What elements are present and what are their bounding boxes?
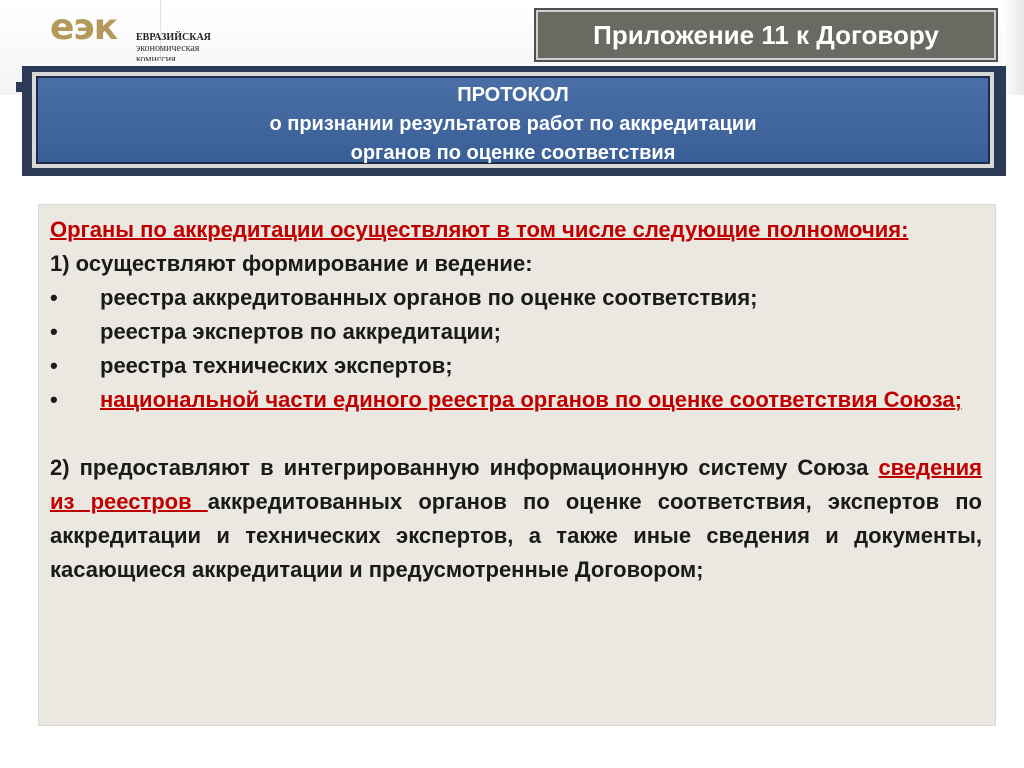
logo-line-2: экономическая [136,43,200,54]
item-2-paragraph [50,451,982,587]
intro-text: Органы по аккредитации осуществляют в том числе следующие полномочия: [50,217,909,242]
item-2-part-1: 2) предоставляют в интегрированную информационную систему Союза [50,455,879,480]
title-line-2: о признании результатов работ по аккредитации [269,113,757,135]
bullet-glyph: • [50,353,58,378]
intro-paragraph [50,213,982,247]
logo-line-1: ЕВРАЗИЙСКАЯ [136,32,211,43]
bullet-glyph: • [50,387,58,412]
bullet-text-highlighted: национальной части единого реестра органов по оценке соответствия Союза; [100,387,962,412]
eec-logo [50,8,230,64]
bullet-text: реестра аккредитованных органов по оценке соответствия; [100,285,758,310]
item-2-part-2: аккредитованных органов по оценке соответствия, экспертов по аккредитации и технических экспертов, а также иные сведения и документы, касающиеся аккредитации и предусмотренные Договором; [50,489,982,582]
bullet-glyph: • [50,285,58,310]
bullet-item [50,281,982,315]
bullet-item [50,315,982,349]
bullet-item [50,349,982,383]
bullet-text: реестра технических экспертов; [100,353,453,378]
logo-mark: еэк [50,7,118,48]
bullet-item [50,383,982,417]
bullet-text: реестра экспертов по аккредитации; [100,319,501,344]
title-banner [32,72,994,168]
appendix-label: Приложение 11 к Договору [593,19,939,50]
paragraph-spacer [50,417,982,451]
title-line-3: органов по оценке соответствия [350,142,676,164]
content-text [50,213,982,587]
item-1-heading: 1) осуществляют формирование и ведение: [50,251,533,276]
appendix-label-box [536,10,996,60]
logo-text [136,32,236,61]
logo-line-3: комиссия [136,54,176,61]
title-line-1: ПРОТОКОЛ [457,84,569,106]
item-2-highlight: сведения из реестров [50,455,982,514]
bullet-glyph: • [50,319,58,344]
